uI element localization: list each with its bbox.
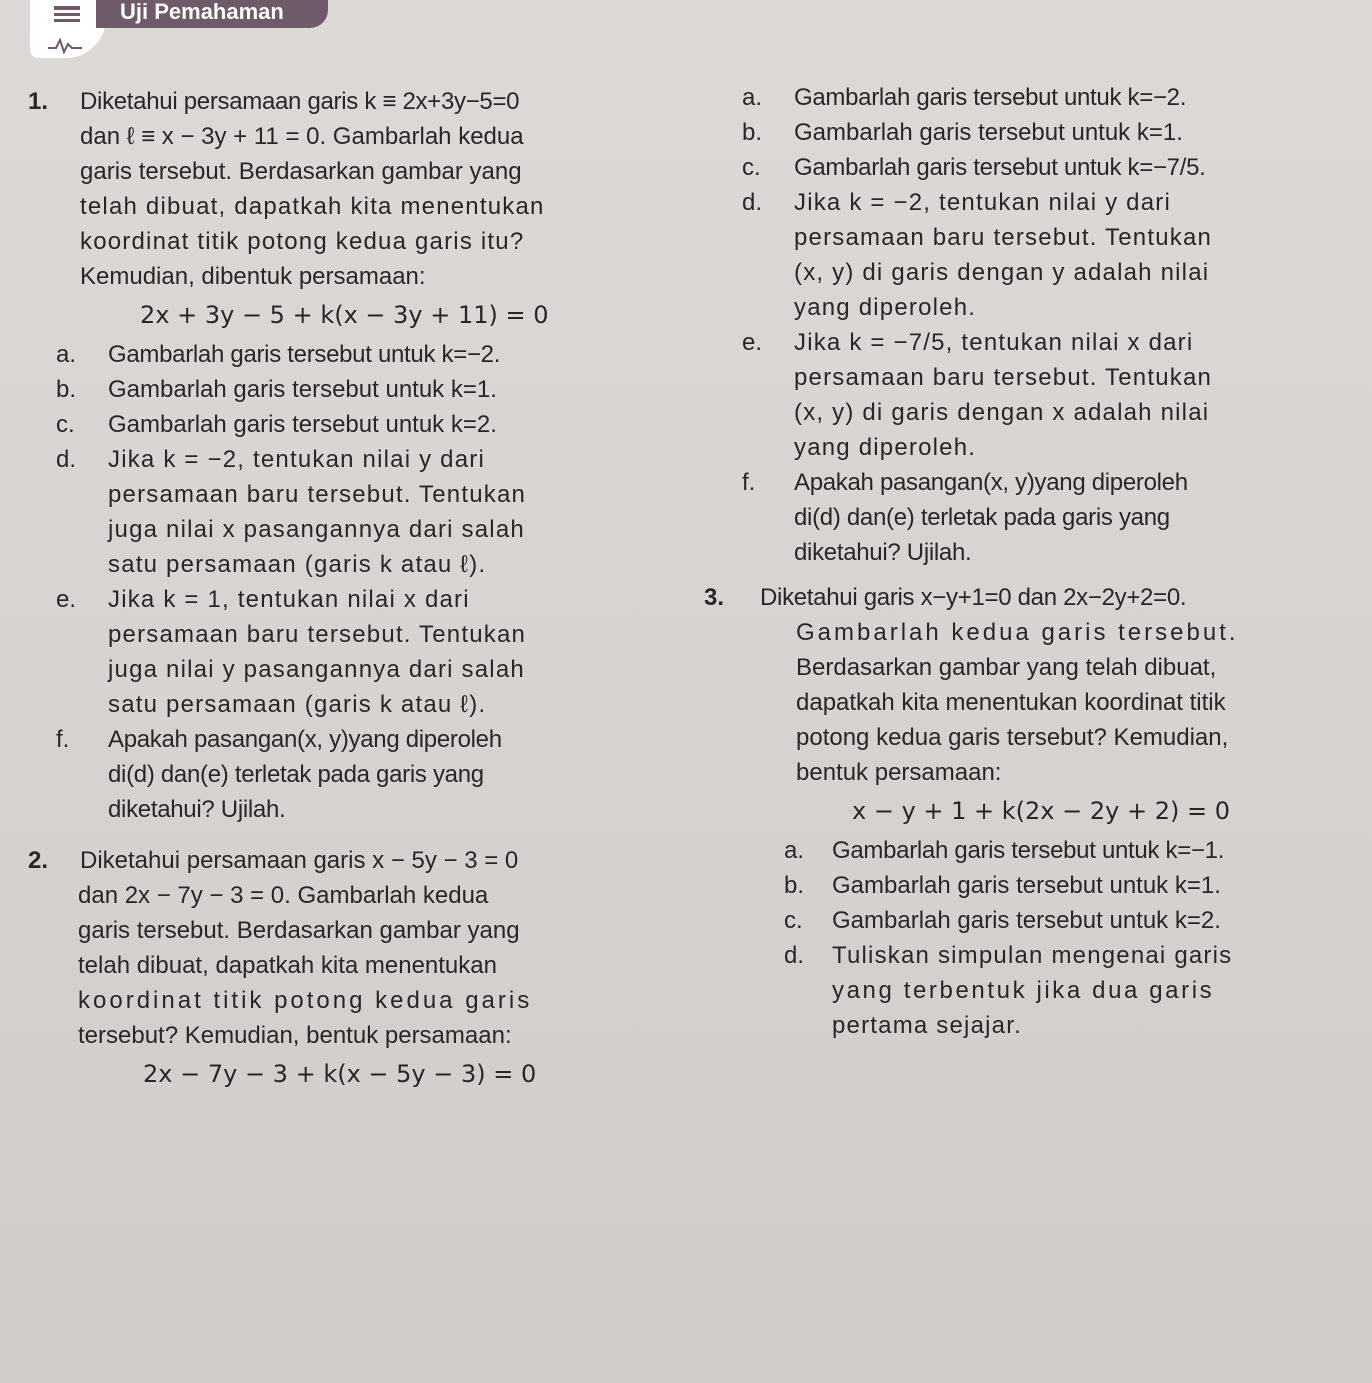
question-line: dan 2x − 7y − 3 = 0. Gambarlah kedua bbox=[78, 882, 489, 909]
question-line: Berdasarkan gambar yang telah dibuat, bbox=[796, 654, 1217, 681]
question-line: tersebut? Kemudian, bentuk persamaan: bbox=[78, 1022, 512, 1049]
sub-item-d: d. Jika k = −2, tentukan nilai y dari persamaan baru tersebut. Tentukan (x, y) di garis dengan y adalah nilai yang diperoleh. bbox=[742, 189, 1213, 321]
sub-item-c: c. Gambarlah garis tersebut untuk k=−7/5. bbox=[742, 154, 1206, 181]
question-line: garis tersebut. Berdasarkan gambar yang bbox=[80, 158, 522, 185]
left-column bbox=[28, 84, 678, 1096]
sub-item-f: f. Apakah pasangan(x, y)yang diperoleh di(d) dan(e) terletak pada garis yang diketahui? Ujilah. bbox=[742, 469, 1188, 566]
sub-item-b: b. Gambarlah garis tersebut untuk k=1. bbox=[784, 872, 1221, 899]
sub-item-b: b. Gambarlah garis tersebut untuk k=1. bbox=[742, 119, 1183, 146]
question-number: 2. bbox=[28, 847, 49, 874]
question-line: Gambarlah kedua garis tersebut. bbox=[796, 619, 1239, 646]
sub-item-f: f. Apakah pasangan(x, y)yang diperoleh di(d) dan(e) terletak pada garis yang diketahui? Ujilah. bbox=[56, 726, 502, 823]
section-title: Uji Pemahaman bbox=[96, 0, 328, 28]
sub-item-c: c. Gambarlah garis tersebut untuk k=2. bbox=[56, 411, 497, 438]
sub-item-e: e. Jika k = −7/5, tentukan nilai x dari persamaan baru tersebut. Tentukan (x, y) di garis dengan x adalah nilai yang diperoleh. bbox=[742, 329, 1213, 461]
question-number: 3. bbox=[704, 584, 725, 611]
exercise-icon bbox=[30, 0, 106, 58]
question-line: telah dibuat, dapatkah kita menentukan bbox=[80, 193, 545, 220]
right-column bbox=[692, 80, 1360, 1043]
sub-item-d: d. Tuliskan simpulan mengenai garis yang terbentuk jika dua garis pertama sejajar. bbox=[784, 942, 1233, 1039]
question-1 bbox=[28, 84, 678, 827]
sub-item-a: a. Gambarlah garis tersebut untuk k=−2. bbox=[742, 84, 1187, 111]
equation: 2x − 7y − 3 + k(x − 5y − 3) = 0 bbox=[143, 1060, 537, 1088]
sub-item-e: e. Jika k = 1, tentukan nilai x dari persamaan baru tersebut. Tentukan juga nilai y pasangannya dari salah satu persamaan (garis k atau ℓ). bbox=[56, 586, 527, 718]
question-number: 1. bbox=[28, 88, 49, 115]
question-line: Diketahui garis x−y+1=0 dan 2x−2y+2=0. bbox=[760, 584, 1187, 611]
question-line: Diketahui persamaan garis k ≡ 2x+3y−5=0 bbox=[80, 88, 520, 115]
equation: 2x + 3y − 5 + k(x − 3y + 11) = 0 bbox=[140, 301, 549, 329]
question-2-items bbox=[692, 80, 1360, 570]
question-2 bbox=[28, 843, 678, 1092]
equation: x − y + 1 + k(2x − 2y + 2) = 0 bbox=[852, 797, 1230, 825]
question-line: potong kedua garis tersebut? Kemudian, bbox=[796, 724, 1229, 751]
question-line: Diketahui persamaan garis x − 5y − 3 = 0 bbox=[80, 847, 519, 874]
sub-item-a: a. Gambarlah garis tersebut untuk k=−1. bbox=[784, 837, 1225, 864]
sub-item-b: b. Gambarlah garis tersebut untuk k=1. bbox=[56, 376, 497, 403]
question-line: dan ℓ ≡ x − 3y + 11 = 0. Gambarlah kedua bbox=[80, 123, 524, 150]
question-line: telah dibuat, dapatkah kita menentukan bbox=[78, 952, 497, 979]
sub-item-c: c. Gambarlah garis tersebut untuk k=2. bbox=[784, 907, 1221, 934]
question-line: dapatkah kita menentukan koordinat titik bbox=[796, 689, 1226, 716]
question-line: koordinat titik potong kedua garis itu? bbox=[80, 228, 525, 255]
question-line: bentuk persamaan: bbox=[796, 759, 1002, 786]
sub-item-a: a. Gambarlah garis tersebut untuk k=−2. bbox=[56, 341, 501, 368]
question-3 bbox=[692, 580, 1360, 1043]
question-line: Kemudian, dibentuk persamaan: bbox=[80, 263, 426, 290]
question-line: koordinat titik potong kedua garis bbox=[78, 987, 533, 1014]
sub-item-d: d. Jika k = −2, tentukan nilai y dari persamaan baru tersebut. Tentukan juga nilai x pasangannya dari salah satu persamaan (garis k atau ℓ). bbox=[56, 446, 527, 578]
question-line: garis tersebut. Berdasarkan gambar yang bbox=[78, 917, 520, 944]
